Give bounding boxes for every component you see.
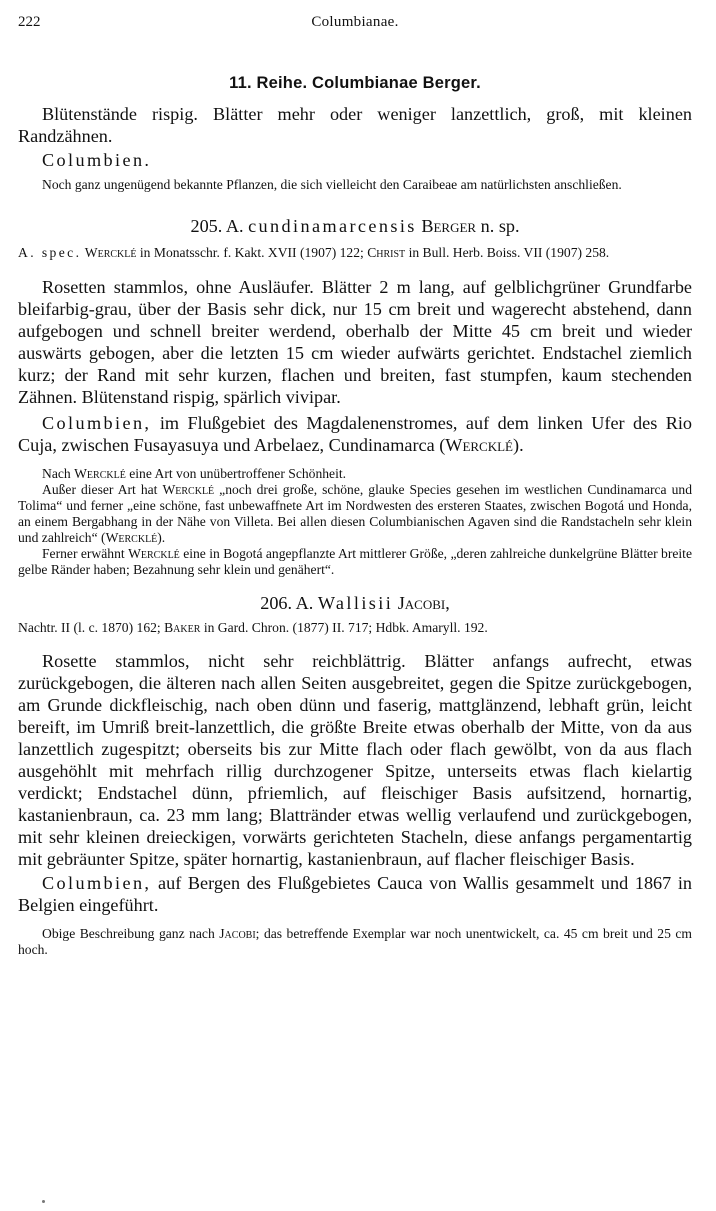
- species-205-description: Rosetten stammlos, ohne Ausläufer. Blätter 2 m lang, auf gelblichgrüner Grundfarbe bleifarbig-grau, über der Basis sehr dick, nur 15 cm breit und wagerecht abstehend, dann aufgebogen und schnell breiter werdend, oberhalb der Mitte 45 cm breit und wieder auswärts gebogen, aber die letzten 15 cm wieder aufwärts gerichtet. Endstachel ziemlich kurz; der Rand mit sehr kurzen, flachen und breiten, fast stumpfen, kaum stechenden Zähnen. Blütenstand rispig, spärlich vivipar.: [18, 276, 692, 407]
- page-number: 222: [18, 14, 41, 30]
- note-text: Ferner erwähnt: [42, 545, 125, 561]
- citation-text: Nachtr. II (l. c. 1870) 162;: [18, 619, 161, 635]
- note-collector: Wercklé: [74, 465, 126, 481]
- intro-region: Columbien.: [42, 150, 152, 170]
- species-206-locality: [18, 872, 692, 916]
- note-text: Obige Beschreibung ganz nach: [42, 926, 215, 941]
- book-page: [18, 14, 692, 958]
- locality-end: ).: [513, 434, 524, 455]
- citation-text-2: in Gard. Chron. (1877) II. 717; Hdbk. Amaryll. 192.: [203, 619, 488, 635]
- species-206-author: Jacobi,: [397, 592, 450, 613]
- note-collector: Jacobi: [219, 926, 256, 941]
- note-text: ).: [157, 529, 166, 545]
- citation-text: in Monatsschr. f. Kakt. XVII (1907) 122;: [139, 245, 364, 260]
- note-text: „noch drei große, schöne, glauke Species gesehen im westlichen Cundinamarca und Tolima“ und ferner „eine schöne, fast unbewaffnete Art im Nordwesten des ersteren Staates, zwischen Bogotá und Honda, an einem Bergabhang in der Nähe von Villeta. Bei allen diesen Columbianischen Agaven sind die Randstacheln sehr klein und zahlreich“ (: [18, 481, 692, 545]
- species-205-title: [18, 215, 692, 237]
- page-header: [18, 14, 692, 40]
- note-collector: Wercklé: [162, 481, 215, 497]
- locality-text: im Flußgebiet des Magdalenenstromes, auf dem linken Ufer des Rio Cuja, zwischen Fusayasuya und Arbelaez, Cundinamarca (: [18, 412, 692, 455]
- citation-author: Baker: [164, 619, 201, 635]
- note-text: ; das betreffende Exemplar war noch unentwickelt, ca. 45 cm breit und 25 cm hoch.: [18, 926, 693, 957]
- species-205-note-2: [18, 482, 692, 546]
- species-206-description: Rosette stammlos, nicht sehr reichblättrig. Blätter anfangs aufrecht, etwas zurückgebogen, die älteren nach allen Seiten ausgebreitet, gegen die Spitze zurückgebogen, am Grunde dickfleischig, nach oben dünn und faserig, mattglänzend, lebhaft grün, leicht bereift, im Umriß breit-lanzettlich, die größte Breite etwas oberhalb der Mitte, von da aus lanzettlich zugespitzt; oberseits bis zur Mitte flach oder flach gewölbt, von da aus flach ausgehöhlt mit mehrfach rillig durchzogener Spitze, unterseits etwas flach kielartig verdickt; Endstachel dünn, pfriemlich, auf fleischiger Basis aufsitzend, hornartig, kastanienbraun, ca. 23 mm lang; Blattränder etwas wellig verlaufend und zurückgebogen, mit sehr kleinen dreieckigen, vorwärts gerichteten Stacheln, diese anfangs pergamentartig mit gebräunter Spitze, später hornartig, kastanienbraun, auf flacher fleischiger Basis.: [18, 651, 692, 869]
- citation-author-2: Christ: [367, 245, 406, 260]
- print-speck: [42, 1200, 45, 1203]
- species-205-note-1: [18, 466, 692, 482]
- note-text: eine Art von unübertroffener Schönheit.: [129, 465, 347, 481]
- citation-text-2: in Bull. Herb. Boiss. VII (1907) 258.: [408, 245, 610, 260]
- intro-paragraph: Blütenstände rispig. Blätter mehr oder weniger lanzettlich, groß, mit kleinen Randzähnen.: [18, 104, 692, 146]
- note-collector: Wercklé: [128, 545, 180, 561]
- note-collector: Wercklé: [105, 529, 158, 545]
- species-205-status: n. sp.: [480, 216, 520, 236]
- note-text: Außer dieser Art hat: [42, 481, 158, 497]
- species-205-citation: [18, 245, 692, 262]
- species-205-author: Berger: [421, 216, 477, 236]
- citation-author: Wercklé: [84, 245, 137, 260]
- citation-prefix: A. spec.: [18, 245, 82, 260]
- intro-note: Noch ganz ungenügend bekannte Pflanzen, die sich vielleicht den Caraibeae am natürlichsten anschließen.: [42, 177, 622, 192]
- locality-text: auf Bergen des Flußgebietes Cauca von Wallis gesammelt und 1867 in Belgien eingeführt.: [18, 873, 693, 915]
- species-205-note-3: [18, 546, 692, 578]
- species-206-note: [18, 926, 692, 958]
- locality-collector: Wercklé: [445, 434, 514, 455]
- locality-region: Columbien,: [42, 412, 152, 433]
- note-text: eine in Bogotá angepflanzte Art mittlerer Größe, „deren zahlreiche dunkelgrüne Blätter breite gelbe Ränder haben; Bezahnung sehr klein und genähert“.: [18, 545, 692, 577]
- running-title: Columbianae.: [311, 14, 399, 30]
- species-206-citation: [18, 620, 692, 637]
- species-205-locality: [18, 412, 692, 456]
- note-text: Nach: [42, 465, 71, 481]
- species-205-number: 205. A.: [190, 216, 244, 236]
- series-heading: 11. Reihe. Columbianae Berger.: [229, 74, 481, 92]
- locality-region: Columbien,: [42, 873, 152, 893]
- species-206-epithet: Wallisii: [317, 592, 394, 613]
- species-206-number: 206. A.: [260, 592, 314, 613]
- species-205-epithet: cundinamarcensis: [248, 216, 417, 236]
- species-206-title: [18, 592, 692, 614]
